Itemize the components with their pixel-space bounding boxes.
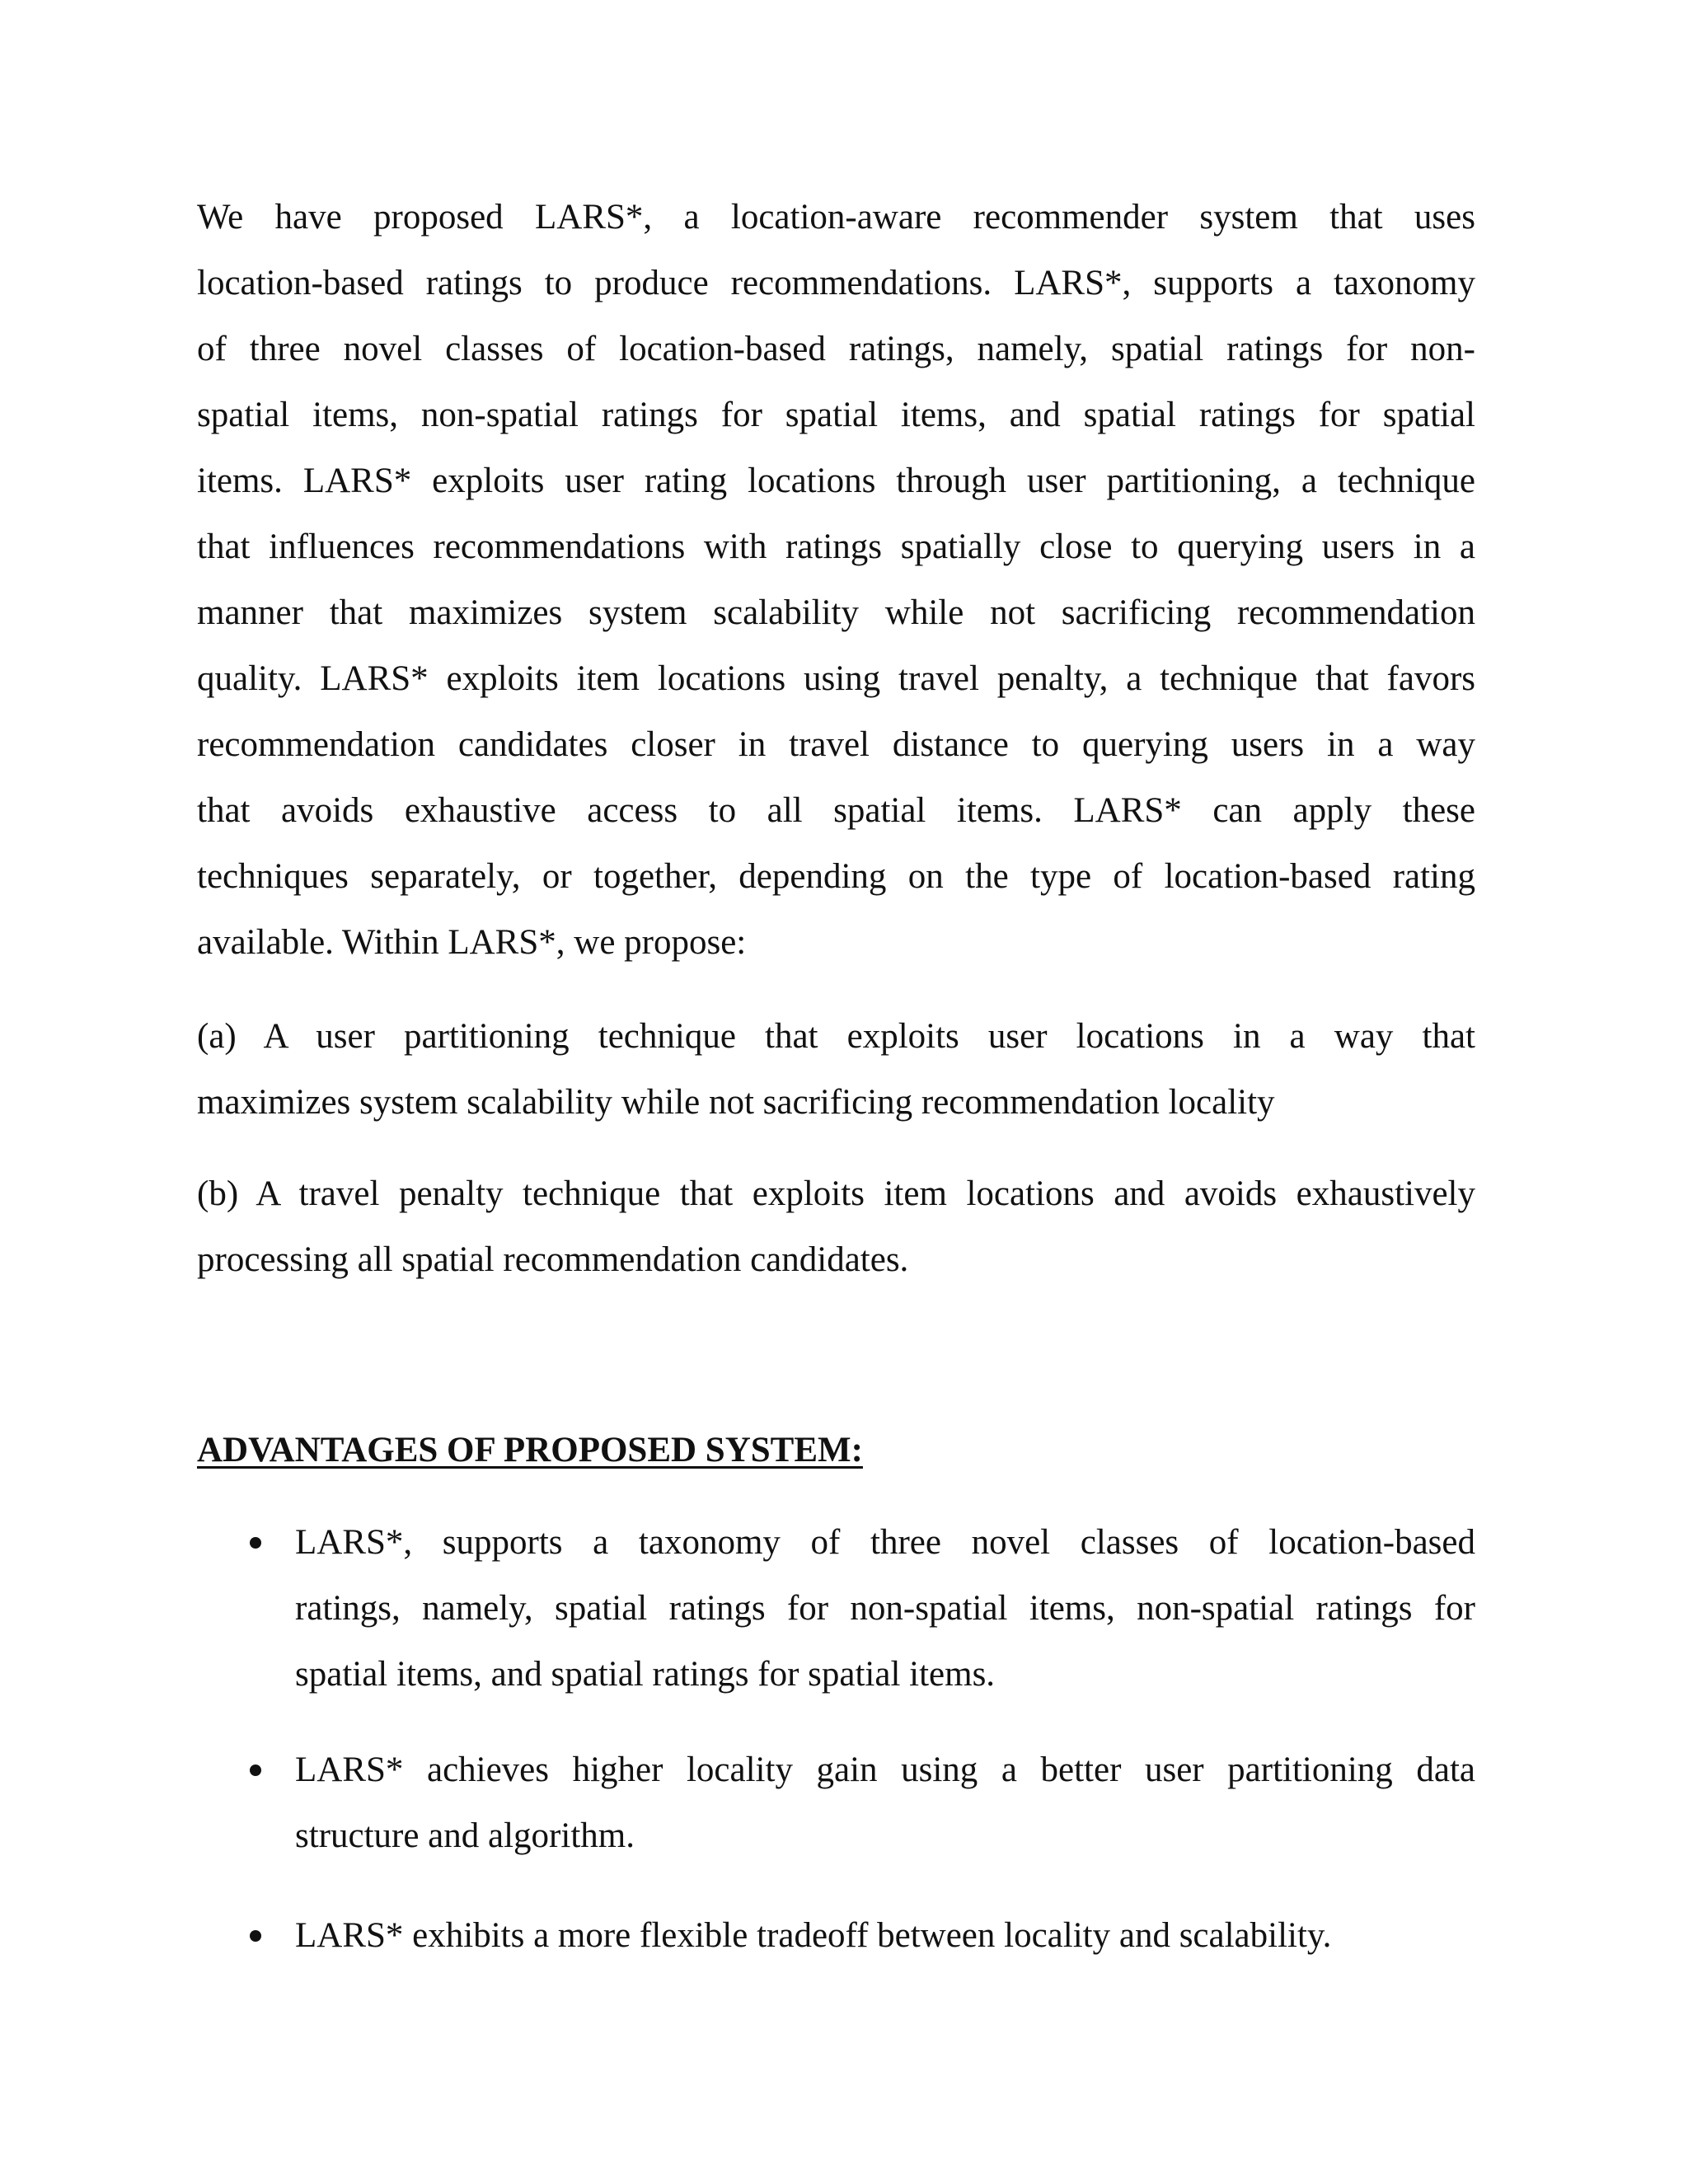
text-line: items. LARS* exploits user rating locations through user partitioning, a technique [197,462,1475,500]
text-line: processing all spatial recommendation candidates. [197,1240,909,1279]
text-line: of three novel classes of location-based ratings, namely, spatial ratings for non- [197,330,1475,368]
text-line: techniques separately, or together, depending on the type of location-based rating [197,857,1475,896]
bullet-icon [248,1737,281,1803]
proposal-item-a [197,1004,1475,1136]
text-line: structure and algorithm. [295,1816,635,1855]
text-line: spatial items, non-spatial ratings for spatial items, and spatial ratings for spatial [197,396,1475,434]
bullet-item [248,1903,1475,1969]
text-line: LARS*, supports a taxonomy of three novel classes of location-based [295,1523,1475,1562]
text-line: available. Within LARS*, we propose: [197,923,747,962]
text-line: that influences recommendations with ratings spatially close to querying users in a [197,527,1475,566]
text-line: location-based ratings to produce recommendations. LARS*, supports a taxonomy [197,264,1475,302]
text-line: LARS* exhibits a more flexible tradeoff between locality and scalability. [295,1916,1332,1955]
text-line: (a) A user partitioning technique that exploits user locations in a way that [197,1017,1475,1056]
text-line: We have proposed LARS*, a location-aware recommender system that uses [197,198,1475,237]
intro-paragraph [197,185,1475,976]
text-line: spatial items, and spatial ratings for spatial items. [295,1655,996,1694]
bullet-icon [248,1903,281,1969]
text-line: ratings, namely, spatial ratings for non-spatial items, non-spatial ratings for [295,1589,1475,1628]
text-line: recommendation candidates closer in travel distance to querying users in a way [197,725,1475,764]
bullet-item [248,1737,1475,1869]
text-line: (b) A travel penalty technique that exploits item locations and avoids exhaustively [197,1174,1475,1213]
bullet-icon [248,1510,281,1576]
text-line: maximizes system scalability while not sacrificing recommendation locality [197,1083,1275,1122]
proposal-item-b [197,1161,1475,1293]
section-heading: ADVANTAGES OF PROPOSED SYSTEM: [197,1431,863,1469]
text-line: that avoids exhaustive access to all spatial items. LARS* can apply these [197,791,1475,830]
text-line: quality. LARS* exploits item locations using travel penalty, a technique that favors [197,659,1475,698]
bullet-item [248,1510,1475,1708]
text-line: LARS* achieves higher locality gain using a better user partitioning data [295,1750,1475,1789]
text-line: manner that maximizes system scalability while not sacrificing recommendation [197,593,1475,632]
